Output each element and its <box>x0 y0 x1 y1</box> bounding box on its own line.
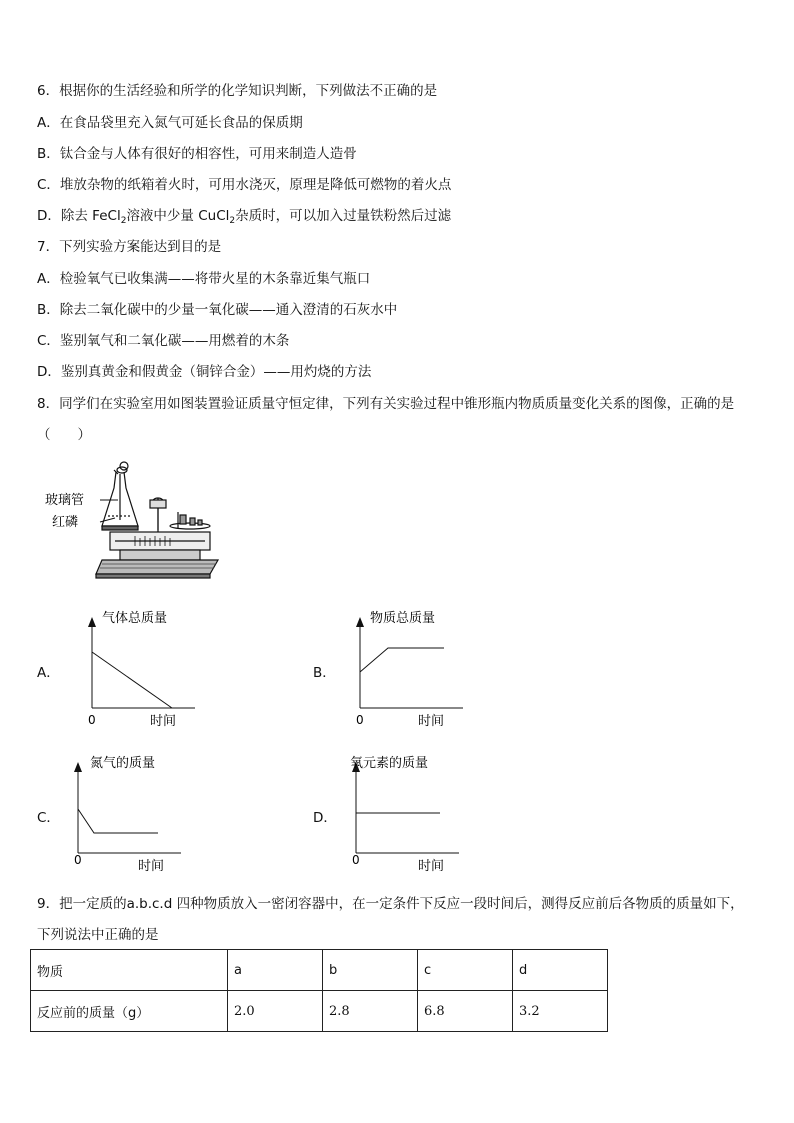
q6-d-part3: 杂质时，可以加入过量铁粉然后过滤 <box>235 208 452 224</box>
graph-c-origin: 0 <box>74 853 82 867</box>
graph-b-y-arrow <box>356 617 364 627</box>
graph-a-xlabel: 时间 <box>150 714 177 729</box>
q6-option-a: A．在食品袋里充入氮气可延长食品的保质期 <box>37 115 303 131</box>
pointer-line-phosphorus <box>100 518 115 522</box>
label-glass-tube: 玻璃管 <box>45 493 85 508</box>
q6-option-c: C．堆放杂物的纸箱着火时，可用水浇灭，原理是降低可燃物的着火点 <box>37 177 452 193</box>
graph-b <box>348 605 468 730</box>
graph-c-xlabel: 时间 <box>138 859 165 874</box>
q6-option-b: B．钛合金与人体有很好的相容性，可用来制造人造骨 <box>37 146 357 162</box>
q8-graph-label-c: C． <box>37 810 60 826</box>
table-header-cell: 物质 <box>31 950 228 991</box>
q8-graph-label-b: B． <box>313 665 336 681</box>
table-header-row <box>31 950 608 991</box>
table-cell: 2.8 <box>323 991 418 1032</box>
table-header-cell: a <box>228 950 323 991</box>
q7-option-a: A．检验氧气已收集满——将带火星的木条靠近集气瓶口 <box>37 271 371 287</box>
q6-d-part1: D．除去 FeCl <box>37 208 121 224</box>
q9-stem-line1: 9．把一定质的a.b.c.d 四种物质放入一密闭容器中，在一定条件下反应一段时间后，测得反应前后各物质的质量如下， <box>37 896 744 912</box>
table-cell: 反应前的质量（g） <box>31 991 228 1032</box>
label-red-phosphorus: 红磷 <box>52 515 79 530</box>
balance-apparatus-figure <box>40 460 220 585</box>
graph-a-origin: 0 <box>88 713 96 727</box>
q9-mass-table <box>30 949 608 1032</box>
q6-d-sub1: 2 <box>120 216 127 226</box>
q8-graph-label-a: A． <box>37 665 60 681</box>
graph-c-y-arrow <box>74 762 82 772</box>
q6-stem: 6．根据你的生活经验和所学的化学知识判断，下列做法不正确的是 <box>37 83 438 99</box>
q7-stem: 7．下列实验方案能达到目的是 <box>37 239 222 255</box>
graph-b-series-line <box>360 648 444 672</box>
table-cell: 3.2 <box>513 991 608 1032</box>
graph-d-origin: 0 <box>352 853 360 867</box>
balance-scale <box>96 498 218 578</box>
graph-d <box>344 750 464 875</box>
graph-d-ylabel: 氧元素的质量 <box>350 756 429 771</box>
q8-stem: 8．同学们在实验室用如图装置验证质量守恒定律，下列有关实验过程中锥形瓶内物质质量变化关系的图像，正确的是 <box>37 396 735 412</box>
graph-c <box>66 750 186 875</box>
q9-stem-line2: 下列说法中正确的是 <box>37 927 159 943</box>
graph-b-origin: 0 <box>356 713 364 727</box>
table-header-cell: d <box>513 950 608 991</box>
graph-b-xlabel: 时间 <box>418 714 445 729</box>
table-header-cell: b <box>323 950 418 991</box>
graph-c-ylabel: 氮气的质量 <box>90 756 156 771</box>
graph-a-ylabel: 气体总质量 <box>102 611 168 626</box>
q8-paren: （ ） <box>37 427 91 443</box>
q6-d-sub2: 2 <box>229 216 236 226</box>
graph-b-ylabel: 物质总质量 <box>370 611 436 626</box>
q6-d-part2: 溶液中少量 CuCl <box>126 208 230 224</box>
q7-option-c: C．鉴别氧气和二氧化碳——用燃着的木条 <box>37 333 290 349</box>
graph-c-series-line <box>78 809 158 833</box>
table-cell: 6.8 <box>418 991 513 1032</box>
table-row <box>31 991 608 1032</box>
table-cell: 2.0 <box>228 991 323 1032</box>
graph-a <box>80 605 200 730</box>
graph-a-series-line <box>92 652 172 708</box>
q6-option-d <box>37 207 451 230</box>
q7-option-d: D．鉴别真黄金和假黄金（铜锌合金）——用灼烧的方法 <box>37 364 372 380</box>
table-header-cell: c <box>418 950 513 991</box>
graph-a-y-arrow <box>88 617 96 627</box>
graph-d-xlabel: 时间 <box>418 859 445 874</box>
q7-option-b: B．除去二氧化碳中的少量一氧化碳——通入澄清的石灰水中 <box>37 302 398 318</box>
q8-graph-label-d: D． <box>313 810 337 826</box>
